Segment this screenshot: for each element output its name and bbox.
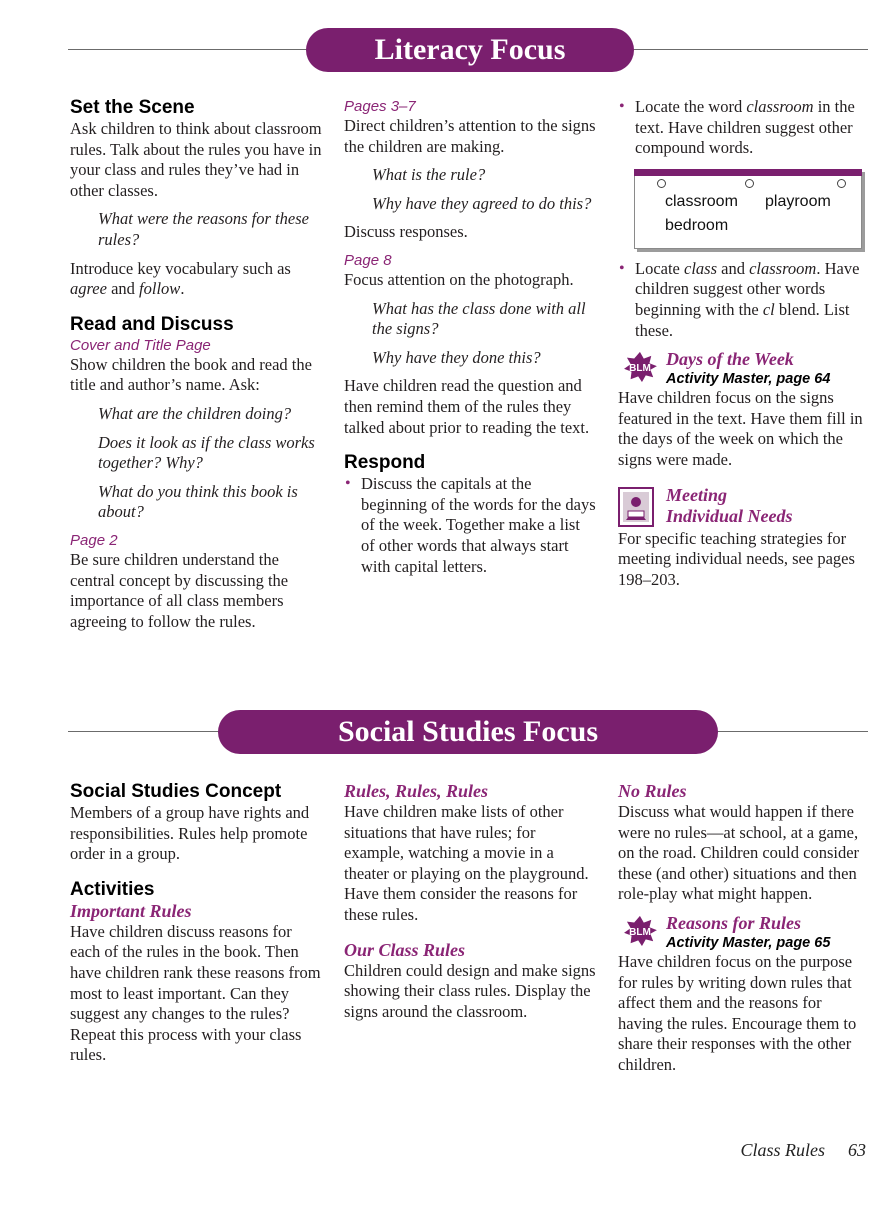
card-binding [634, 169, 862, 176]
card-hole-icon [745, 179, 754, 188]
book-reader-icon [618, 487, 654, 527]
cover-text: Show children the book and read the title and author’s name. Ask: [70, 354, 312, 395]
meeting-text: For specific teaching strategies for meeting individual needs, see pages 198–203. [618, 528, 855, 589]
blm-label: BLM [629, 926, 651, 938]
set-scene-question: What were the reasons for these rules? [98, 209, 309, 249]
page8-question-1: What has the class done with all the signs? [372, 298, 586, 339]
our-rules-subhead: Our Class Rules [344, 939, 466, 960]
reasons-heading-block [618, 913, 868, 952]
respond-bullet: • Discuss the capitals at the beginning of the words for the days of the week. Together make a list of other words that always start with capital letters. [344, 474, 596, 577]
set-scene-heading: Set the Scene [70, 97, 195, 118]
blm-label: BLM [629, 363, 651, 375]
meeting-heading-block [618, 485, 868, 529]
norules-text: Discuss what would happen if there were no rules—at school, at a game, on the road. Children could consider these (and other) situations and then role-play what might happen. [618, 802, 860, 904]
pages37-subhead: Pages 3–7 [344, 98, 416, 115]
activities-heading: Activities [70, 878, 155, 900]
important-subhead: Important Rules [70, 900, 192, 921]
card-hole-icon [837, 179, 846, 188]
page2-text: Be sure children understand the central concept by discussing the importance of all class members agreeing to follow the rules. [70, 549, 289, 631]
days-heading: Days of the Week [666, 349, 794, 370]
pages37-question-2: Why have they agreed to do this? [372, 193, 592, 213]
set-scene-text: Ask children to think about classroom rules. Talk about the rules you have in your class and rules they’ve had in other classes. [70, 119, 322, 200]
days-heading-block [618, 349, 868, 388]
blend-list [618, 259, 868, 341]
social-banner-row [68, 710, 868, 754]
card-word: classroom [665, 192, 738, 210]
meeting-heading-1: Meeting [666, 484, 727, 505]
footer-book-title: Class Rules [740, 1140, 825, 1160]
blm-burst-icon [620, 913, 660, 949]
reasons-text: Have children focus on the purpose for rules by writing down rules that affect them and the reasons for having the rules. Encourage them to share their responses with the other children. [618, 951, 857, 1074]
page-footer [740, 1140, 866, 1161]
days-text: Have children focus on the signs featured in the text. Have them fill in the days of the week on which the signs were made. [618, 388, 863, 469]
blend-bullet: • Locate class and classroom. Have children suggest other words beginning with the cl blend. List these. [618, 259, 868, 341]
literacy-column-2 [344, 97, 596, 577]
page2-subhead: Page 2 [70, 531, 118, 549]
word-card [634, 169, 862, 249]
footer-page-number: 63 [848, 1140, 866, 1160]
social-column-3 [618, 781, 868, 1076]
days-activity: Activity Master, page 64 [666, 371, 831, 388]
literacy-banner-row [68, 28, 868, 72]
concept-text: Members of a group have rights and responsibilities. Rules help promote order in a group. [70, 803, 310, 864]
compound-list [618, 97, 868, 159]
vocab-text: Introduce key vocabulary such as agree and follow. [70, 258, 291, 299]
page8-question-2: Why have they done this? [372, 347, 541, 367]
compound-bullet: • Locate the word classroom in the text. Have children suggest other compound words. [618, 97, 868, 159]
literacy-banner: Literacy Focus [306, 28, 634, 72]
cover-question-3: What do you think this book is about? [98, 481, 298, 522]
cover-question-2: Does it look as if the class works together? Why? [98, 432, 315, 473]
respond-list [344, 474, 596, 577]
social-column-1 [70, 781, 322, 1066]
page8-subhead: Page 8 [344, 251, 392, 269]
pages37-question-1: What is the rule? [372, 165, 486, 185]
literacy-column-3 [618, 97, 868, 590]
rules-subhead: Rules, Rules, Rules [344, 781, 489, 801]
norules-subhead: No Rules [618, 781, 687, 801]
literacy-column-1 [70, 97, 322, 632]
read-discuss-heading: Read and Discuss [70, 313, 234, 335]
page8-text: Focus attention on the photograph. [344, 269, 574, 289]
pages37-after: Discuss responses. [344, 222, 468, 242]
reasons-activity: Activity Master, page 65 [666, 934, 831, 951]
rules-text: Have children make lists of other situations that have rules; for example, watching a movie in a theater or playing on the playground. Have them consider the reasons for these rules. [344, 802, 589, 924]
respond-heading: Respond [344, 452, 426, 474]
social-column-2 [344, 781, 596, 1022]
important-text: Have children discuss reasons for each of the rules in the book. Then have children rank these reasons from most to least important. Can they suggest any changes to the rules? Repeat this process with your class rules. [70, 921, 321, 1065]
our-rules-text: Children could design and make signs showing their class rules. Display the signs around the classroom. [344, 960, 596, 1021]
card-word: playroom [765, 192, 831, 210]
cover-question-1: What are the children doing? [98, 403, 292, 423]
card-hole-icon [657, 179, 666, 188]
social-banner: Social Studies Focus [218, 710, 718, 754]
concept-heading: Social Studies Concept [70, 781, 282, 802]
card-word: bedroom [665, 216, 729, 234]
pages37-text: Direct children’s attention to the signs the children are making. [344, 116, 596, 156]
cover-subhead: Cover and Title Page [70, 336, 211, 354]
page8-after: Have children read the question and then remind them of the rules they talked about prior to reading the text. [344, 376, 590, 437]
blm-burst-icon [620, 349, 660, 385]
reasons-heading: Reasons for Rules [666, 912, 802, 933]
meeting-heading-2: Individual Needs [666, 505, 793, 526]
